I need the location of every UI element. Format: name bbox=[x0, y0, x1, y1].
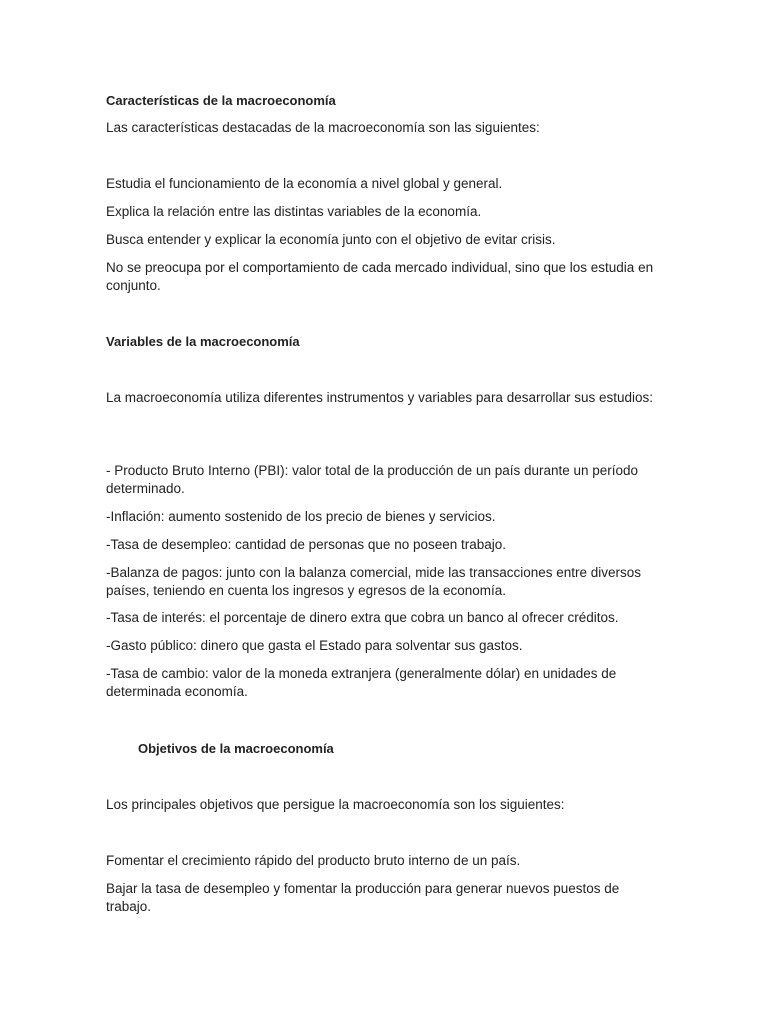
section-heading-variables: Variables de la macroeconomía bbox=[106, 334, 300, 349]
list-item: -Tasa de desempleo: cantidad de personas que no poseen trabajo. bbox=[106, 537, 507, 552]
section-intro-caracteristicas: Las características destacadas de la macroeconomía son las siguientes: bbox=[106, 120, 540, 135]
section-intro-variables: La macroeconomía utiliza diferentes instrumentos y variables para desarrollar sus estudios: bbox=[106, 390, 654, 405]
list-item: -Balanza de pagos: junto con la balanza comercial, mide las transacciones entre diversos países, teniendo en cuenta los ingresos y egresos de la economía. bbox=[106, 565, 642, 598]
paragraph: Estudia el funcionamiento de la economía a nivel global y general. bbox=[106, 176, 503, 191]
list-item: - Producto Bruto Interno (PBI): valor total de la producción de un país durante un período determinado. bbox=[106, 463, 639, 496]
paragraph: Fomentar el crecimiento rápido del producto bruto interno de un país. bbox=[106, 853, 521, 868]
paragraph: Bajar la tasa de desempleo y fomentar la producción para generar nuevos puestos de trabajo. bbox=[106, 881, 620, 914]
paragraph: Explica la relación entre las distintas variables de la economía. bbox=[106, 204, 482, 219]
list-item: -Inflación: aumento sostenido de los precio de bienes y servicios. bbox=[106, 509, 496, 524]
paragraph: Busca entender y explicar la economía junto con el objetivo de evitar crisis. bbox=[106, 232, 556, 247]
section-heading-objetivos: Objetivos de la macroeconomía bbox=[138, 741, 334, 756]
list-item: -Tasa de interés: el porcentaje de dinero extra que cobra un banco al ofrecer créditos. bbox=[106, 610, 619, 625]
list-item: -Tasa de cambio: valor de la moneda extranjera (generalmente dólar) en unidades de determinada economía. bbox=[106, 666, 617, 699]
paragraph: No se preocupa por el comportamiento de cada mercado individual, sino que los estudia en conjunto. bbox=[106, 260, 654, 293]
section-intro-objetivos: Los principales objetivos que persigue la macroeconomía son los siguientes: bbox=[106, 797, 565, 812]
section-heading-caracteristicas: Características de la macroeconomía bbox=[106, 93, 336, 108]
list-item: -Gasto público: dinero que gasta el Estado para solventar sus gastos. bbox=[106, 638, 523, 653]
